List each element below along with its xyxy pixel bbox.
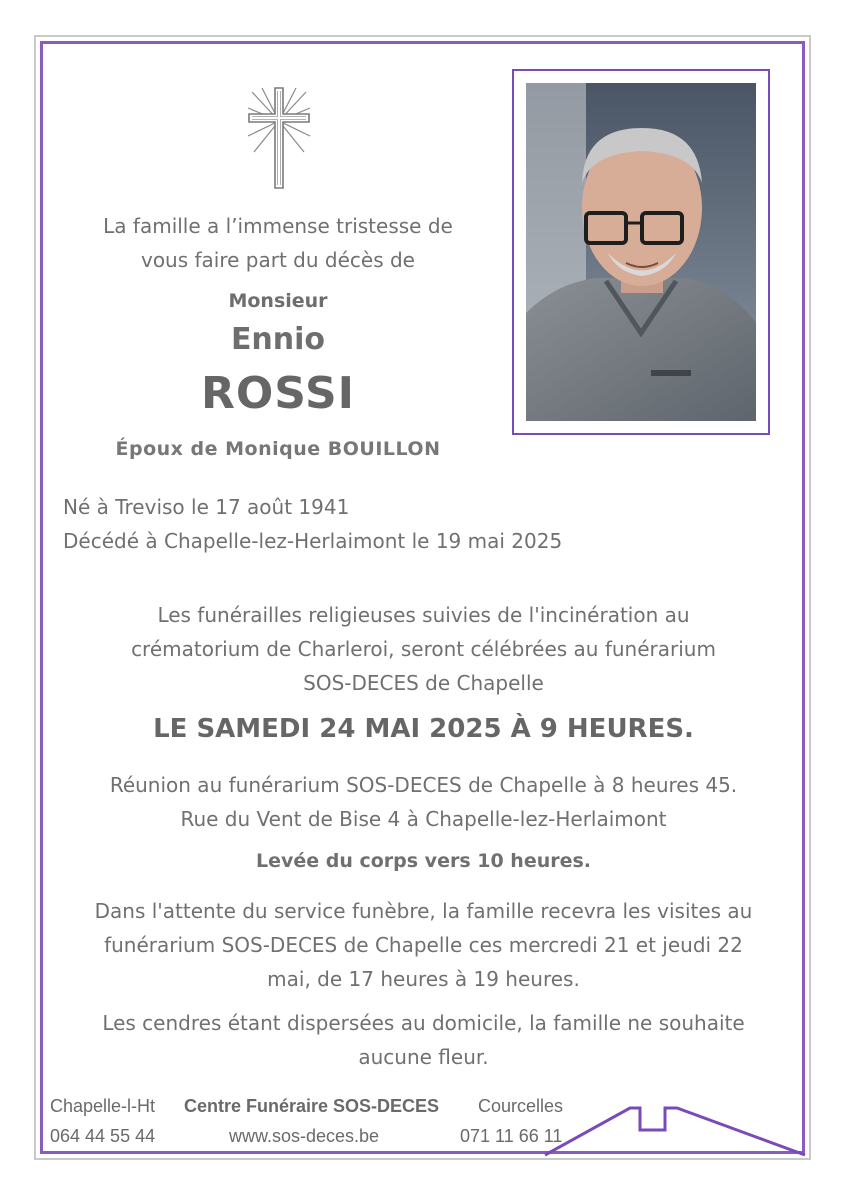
funeral-paragraph: [45, 598, 802, 700]
intro-line: La famille a l’immense tristesse de: [103, 214, 453, 238]
ashes-line: Les cendres étant dispersées au domicile, la famille ne souhaite: [102, 1011, 745, 1035]
intro-text: [60, 209, 496, 277]
visits-paragraph: [45, 894, 802, 996]
birth-line: Né à Treviso le 17 août 1941: [63, 495, 350, 519]
last-name: ROSSI: [200, 368, 356, 419]
meeting-line: Réunion au funérarium SOS-DECES de Chapelle à 8 heures 45.: [109, 773, 738, 797]
intro-line: vous faire part du décès de: [140, 248, 415, 272]
levee-line: Levée du corps vers 10 heures.: [255, 850, 592, 872]
meeting-paragraph: [45, 768, 802, 836]
funeral-line: crématorium de Charleroi, seront célébrées au funérarium: [131, 637, 716, 661]
visits-line: mai, de 17 heures à 19 heures.: [267, 967, 580, 991]
meeting-line: Rue du Vent de Bise 4 à Chapelle-lez-Herlaimont: [180, 807, 667, 831]
funeral-line: Les funérailles religieuses suivies de l'incinération au: [157, 603, 690, 627]
civility: Monsieur: [228, 290, 328, 312]
footer-center-name: Centre Funéraire SOS-DECES: [184, 1096, 440, 1116]
footer-right-place: Courcelles: [478, 1096, 564, 1116]
portrait-frame: [512, 69, 770, 435]
ashes-line: aucune fleur.: [358, 1045, 489, 1069]
ceremony-date: LE SAMEDI 24 MAI 2025 À 9 HEURES.: [153, 714, 694, 744]
footer-right-phone: 071 11 66 11: [460, 1126, 563, 1146]
portrait-photo: [526, 83, 756, 421]
footer-website[interactable]: www.sos-deces.be: [229, 1126, 380, 1146]
footer-ornament: [540, 1100, 810, 1160]
funeral-line: SOS-DECES de Chapelle: [303, 671, 544, 695]
ashes-paragraph: [45, 1006, 802, 1074]
footer-left-place: Chapelle-l-Ht: [50, 1096, 156, 1116]
visits-line: Dans l'attente du service funèbre, la famille recevra les visites au: [94, 899, 753, 923]
dates-block: [63, 490, 562, 558]
cross-icon: [244, 86, 314, 190]
first-name: Ennio: [230, 322, 326, 357]
footer-left-phone: 064 44 55 44: [50, 1126, 156, 1146]
death-line: Décédé à Chapelle-lez-Herlaimont le 19 mai 2025: [63, 529, 563, 553]
visits-line: funérarium SOS-DECES de Chapelle ces mercredi 21 et jeudi 22: [104, 933, 743, 957]
spouse-line: Époux de Monique BOUILLON: [115, 438, 441, 460]
